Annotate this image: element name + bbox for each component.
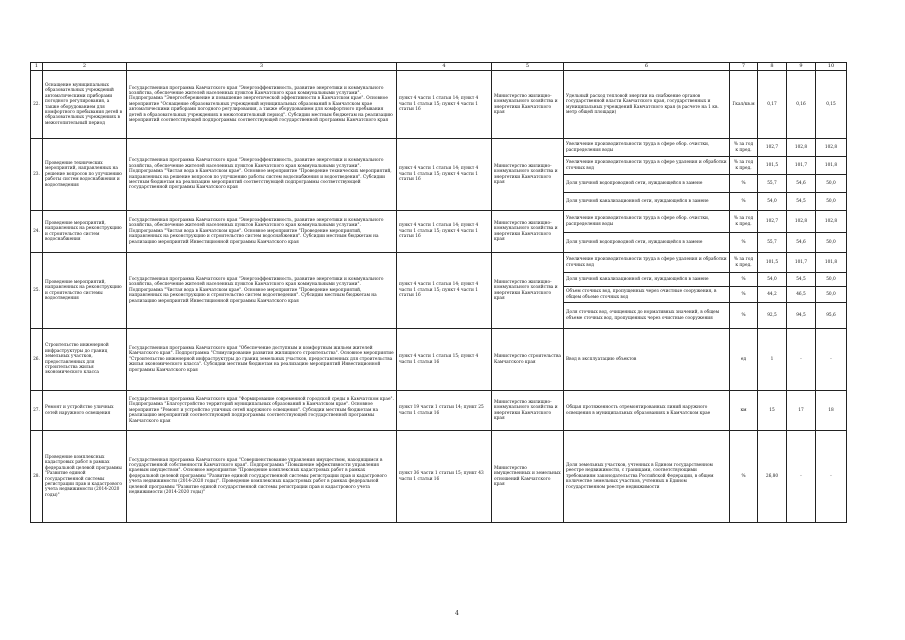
row-number: 25. [31,253,43,329]
indicator-name: Удельный расход тепловой энергии на снабжение органов государственной власти Камчатского края, государственных и муниципальных учреждений Камчатского края (в расчете на 1 кв. метр общей площади) [564,71,730,139]
indicator-name: Увеличение производительности труда в сфере обор. очистки, распределения воды [564,211,730,233]
indicator-value-2: 102,8 [787,139,816,157]
program-description: Государственная программа Камчатского края "Обеспечение доступным и комфортным жильем жителей Камчатского края". Подпрограмма "Стимулирование развития жилищного строительства". Основное мероприятие "Строительство инженерной инфраструктуры до границ земельных участков, предоставленных для строительства жилья экономического класса". Субсидии местным бюджетам на реализацию мероприятий Инвестиционной программы Камчатского края [127,329,397,391]
column-number: 1 [31,63,43,71]
indicator-name: Доля уличной канализационной сети, нуждающейся в замене [564,193,730,211]
program-description: Государственная программа Камчатского края "Энергоэффективность, развитие энергетики и коммунального хозяйства, обеспечение жителей населенных пунктов Камчатского края коммунальными услугами". Подпрограмма "Чистая вода в Камчатском крае". Основное мероприятие "Проведение технических мероприятий, направленных на решение вопросов по улучшению работы систем водоснабжения и водоотведения". Субсидии местным бюджетам на реализацию мероприятий соответствующей подпрограммы соответствующей государственной программы Камчатского края [127,139,397,211]
indicator-name: Доля уличной водопроводной сети, нуждающейся в замене [564,233,730,253]
indicator-unit: % [730,175,758,193]
indicator-value-1: 1 [758,329,787,391]
indicator-value-2: 17 [787,391,816,431]
indicator-value-1: 15 [758,391,787,431]
indicator-value-1: 44,2 [758,287,787,303]
row-number: 23. [31,139,43,211]
measure-name: Проведение комплексных кадастровых работ в рамках федеральной целевой программы "Развитие единой государственной системы регистрации прав и кадастрового учета недвижимости (2014-2020 годы)" [43,431,127,523]
indicator-value-3: 102,8 [816,211,847,233]
indicator-name: Общая протяженность отремонтированных линий наружного освещения в муниципальных образованиях в Камчатском крае [564,391,730,431]
responsible-ministry: Министерство жилищно-коммунального хозяйства и энергетики Камчатского края [492,391,564,431]
indicator-value-2: 54,5 [787,193,816,211]
indicator-value-2: 46,5 [787,287,816,303]
table-row [31,431,847,523]
indicator-value-2: 54,6 [787,175,816,193]
column-number: 2 [43,63,127,71]
column-number: 3 [127,63,397,71]
indicator-unit: % [730,193,758,211]
legal-basis: пункт 4 части 1 статьи 14; пункт 4 части 1 статьи 15; пункт 4 части 1 статьи 16 [397,139,492,211]
column-number: 4 [397,63,492,71]
indicator-unit: % [730,233,758,253]
indicator-value-2: 94,5 [787,303,816,329]
program-description: Государственная программа Камчатского края "Энергоэффективность, развитие энергетики и коммунального хозяйства, обеспечение жителей населенных пунктов Камчатского края коммунальными услугами". Подпрограмма "Чистая вода в Камчатском крае". Основное мероприятие "Проведение мероприятий, направленных на реконструкцию и строительство систем водоотведения". Субсидии местным бюджетам на реализацию мероприятий Инвестиционной программы Камчатского края [127,253,397,329]
row-number: 22. [31,71,43,139]
indicator-name: Увеличение производительности труда в сфере удаления и обработки сточных вод [564,253,730,273]
legal-basis: пункт 4 части 1 статьи 14; пункт 4 части 1 статьи 15; пункт 4 части 1 статьи 16 [397,253,492,329]
indicator-unit: % за год к пред. [730,157,758,175]
indicator-value-3: 102,8 [816,139,847,157]
measure-name: Оснащение муниципальных образовательных учреждений автоматическими приборами погодного регулирования, а также оборудованием для комфортного пребывания детей в образовательных учреждениях в межотопительный период [43,71,127,139]
document-table [30,62,847,523]
legal-basis: пункт 4 части 1 статьи 14; пункт 4 части 1 статьи 15; пункт 4 части 1 статьи 16 [397,71,492,139]
legal-basis: пункт 19 части 1 статьи 14; пункт 25 части 1 статьи 16 [397,391,492,431]
indicator-value-2: - [787,431,816,523]
table-row [31,329,847,391]
indicator-unit: Гкал/кв.м [730,71,758,139]
indicator-value-1: 26,80 [758,431,787,523]
indicator-value-1: 55,7 [758,175,787,193]
indicator-name: Доля земельных участков, учтенных в Едином государственном реестре недвижимости, с границами, соответствующими требованиям законодательства Российской Федерации, в общем количестве земельных участков, учтенных в Едином государственном реестре недвижимости [564,431,730,523]
indicator-value-3: 95,6 [816,303,847,329]
program-description: Государственная программа Камчатского края "Энергоэффективность, развитие энергетики и коммунального хозяйства, обеспечение жителей населенных пунктов Камчатского края коммунальными услугами". Подпрограмма "Чистая вода в Камчатском крае". Основное мероприятие "Проведение мероприятий, направленных на реконструкцию и строительство систем водоснабжения". Субсидии местным бюджетам на реализацию мероприятий Инвестиционной программы Камчатского края [127,211,397,253]
indicator-value-1: 101,5 [758,157,787,175]
indicator-unit: % [730,303,758,329]
indicator-value-3: 101,8 [816,157,847,175]
indicator-unit: % [730,273,758,287]
table-row [31,253,847,273]
table-row [31,391,847,431]
indicator-value-2: 102,8 [787,211,816,233]
indicator-value-3: 50,0 [816,273,847,287]
indicator-name: Ввод в эксплуатацию объектов [564,329,730,391]
measure-name: Проведение технических мероприятий, направленных на решение вопросов по улучшению работы систем водоснабжения и водоотведения [43,139,127,211]
indicator-value-3: - [816,431,847,523]
legal-basis: пункт 4 части 1 статьи 15; пункт 4 части 1 статьи 16 [397,329,492,391]
indicator-value-1: 92,5 [758,303,787,329]
indicator-value-3: 101,8 [816,253,847,273]
indicator-value-2: 0,16 [787,71,816,139]
legal-basis: пункт 4 части 1 статьи 14; пункт 4 части 1 статьи 15; пункт 4 части 1 статьи 16 [397,211,492,253]
indicator-value-3: 18 [816,391,847,431]
indicator-unit: % [730,287,758,303]
indicator-value-1: 55,7 [758,233,787,253]
indicator-value-1: 102,7 [758,139,787,157]
row-number: 24. [31,211,43,253]
indicator-value-2: - [787,329,816,391]
indicator-value-3: 50,0 [816,233,847,253]
responsible-ministry: Министерство жилищно-коммунального хозяйства и энергетики Камчатского края [492,253,564,329]
indicator-unit: % за год к пред. [730,211,758,233]
indicator-name: Увеличение производительности труда в сфере удаления и обработки сточных вод [564,157,730,175]
program-description: Государственная программа Камчатского края "Формирование современной городской среды в Камчатском крае". Подпрограмма "Благоустройство территорий муниципальных образований в Камчатском крае". Основное мероприятие "Ремонт и устройство уличных сетей наружного освещения". Субсидии местным бюджетам на реализацию мероприятий соответствующей подпрограммы соответствующей государственной программы Камчатского края [127,391,397,431]
indicator-name: Увеличение производительности труда в сфере обор. очистки, распределения воды [564,139,730,157]
indicator-unit: % за год к пред. [730,253,758,273]
indicator-value-1: 0,17 [758,71,787,139]
responsible-ministry: Министерство жилищно-коммунального хозяйства и энергетики Камчатского края [492,71,564,139]
measure-name: Проведение мероприятий, направленных на реконструкцию и строительство систем водоснабжения [43,211,127,253]
row-number: 28. [31,431,43,523]
indicator-value-3: - [816,329,847,391]
indicator-value-1: 54,0 [758,273,787,287]
column-number: 5 [492,63,564,71]
column-number-row [31,63,847,71]
indicator-value-2: 54,6 [787,233,816,253]
indicator-name: Доля уличной канализационной сети, нуждающейся в замене [564,273,730,287]
column-number: 7 [730,63,758,71]
indicator-unit: км [730,391,758,431]
responsible-ministry: Министерство жилищно-коммунального хозяйства и энергетики Камчатского края [492,139,564,211]
responsible-ministry: Министерство строительства Камчатского края [492,329,564,391]
indicator-name: Объем сточных вод, пропущенных через очистные сооружения, в общем объеме сточных вод [564,287,730,303]
indicator-value-3: 50,0 [816,175,847,193]
indicator-value-2: 101,7 [787,253,816,273]
row-number: 26. [31,329,43,391]
table-row [31,139,847,157]
indicator-value-1: 101,5 [758,253,787,273]
legal-basis: пункт 36 части 1 статьи 15; пункт 43 части 1 статьи 16 [397,431,492,523]
indicator-value-3: 50,0 [816,287,847,303]
indicator-unit: % за год к пред. [730,139,758,157]
page-number: 4 [455,610,459,617]
table-row [31,71,847,139]
measure-name: Ремонт и устройство уличных сетей наружного освещения [43,391,127,431]
column-number: 6 [564,63,730,71]
column-number: 9 [787,63,816,71]
indicator-unit: % [730,431,758,523]
indicator-value-2: 54,5 [787,273,816,287]
column-number: 10 [816,63,847,71]
responsible-ministry: Министерство жилищно-коммунального хозяйства и энергетики Камчатского края [492,211,564,253]
column-number: 8 [758,63,787,71]
indicator-value-1: 102,7 [758,211,787,233]
indicator-name: Доля сточных вод, очищенных до нормативных значений, в общем объеме сточных вод, пропущенных через очистные сооружения [564,303,730,329]
responsible-ministry: Министерство имущественных и земельных отношений Камчатского края [492,431,564,523]
measure-name: Строительство инженерной инфраструктуры до границ земельных участков, предоставленных для строительства жилья экономического класса [43,329,127,391]
indicator-value-2: 101,7 [787,157,816,175]
program-description: Государственная программа Камчатского края "Энергоэффективность, развитие энергетики и коммунального хозяйства, обеспечение жителей населенных пунктов Камчатского края коммунальными услугами". Подпрограмма "Энергосбережение и повышение энергетической эффективности в Камчатском крае". Основное мероприятие "Оснащение образовательных учреждений муниципальных образований в Камчатском крае автоматическими приборами погодного регулирования, а также оборудованием для комфортного пребывания детей в образовательных учреждениях в межотопительный период". Субсидии местным бюджетам на реализацию мероприятий соответствующей подпрограммы соответствующей государственной программы Камчатского края [127,71,397,139]
indicator-value-3: 0,15 [816,71,847,139]
program-description: Государственная программа Камчатского края "Совершенствование управления имуществом, находящимся в государственной собственности Камчатского края". Подпрограмма "Повышение эффективности управления краевым имуществом". Основное мероприятие "Проведение комплексных кадастровых работ в рамках федеральной целевой программы "Развитие единой государственной системы регистрации прав и кадастрового учета недвижимости (2014-2020 годы)". Проведение комплексных кадастровых работ в рамках федеральной целевой программы "Развитие единой государственной системы регистрации прав и кадастрового учета недвижимости (2014-2020 годы)" [127,431,397,523]
indicator-value-3: 50,0 [816,193,847,211]
indicator-unit: ед [730,329,758,391]
row-number: 27. [31,391,43,431]
indicator-name: Доля уличной водопроводной сети, нуждающейся в замене [564,175,730,193]
table-row [31,211,847,233]
indicator-value-1: 54,0 [758,193,787,211]
measure-name: Проведение мероприятий, направленных на реконструкцию и строительство системы водоотведения [43,253,127,329]
